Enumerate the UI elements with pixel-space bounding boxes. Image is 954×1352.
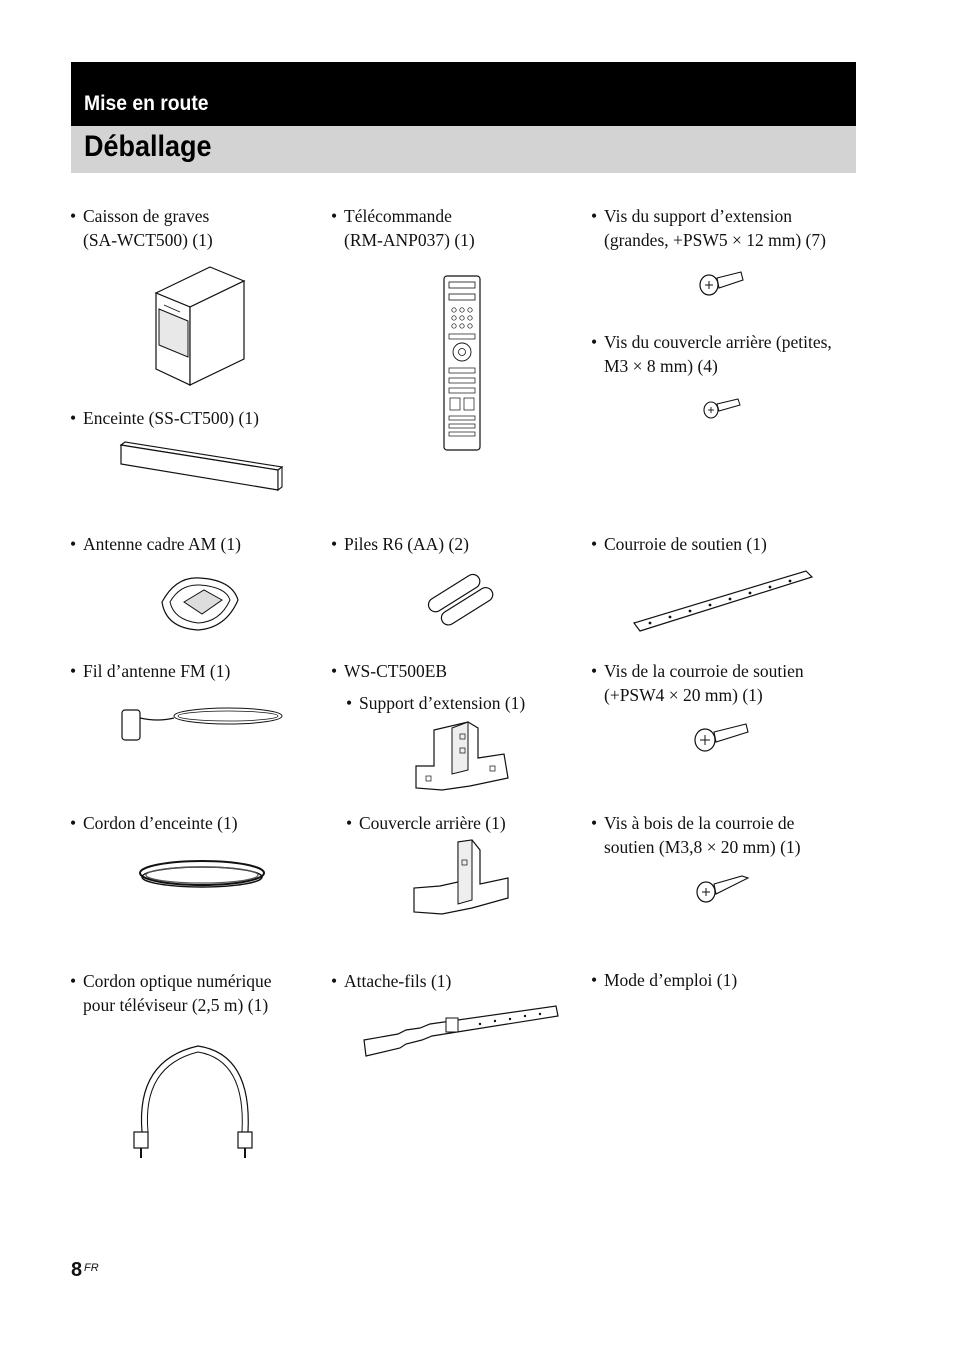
- wood-screw-illustration: [694, 870, 750, 906]
- extension-bracket-illustration: [412, 720, 512, 794]
- support-belt-illustration: [630, 569, 816, 635]
- list-item-subwoofer: • Caisson de graves (SA-WCT500) (1): [70, 206, 213, 250]
- optical-cord-illustration: [128, 1040, 260, 1162]
- rear-cover-illustration: [410, 838, 512, 916]
- batteries-illustration: [424, 573, 500, 627]
- speaker-bar-illustration: [118, 440, 286, 494]
- large-screw-illustration: [697, 266, 745, 298]
- speaker-cord-illustration: [138, 855, 266, 895]
- page-title: Déballage: [84, 130, 212, 163]
- list-item-wood-screw: • Vis à bois de la courroie de soutien (M3,8 × 20 mm) (1): [591, 813, 801, 857]
- list-item-speaker-cord: • Cordon d’enceinte (1): [70, 813, 238, 833]
- list-item-ext-bracket: • Support d’extension (1): [346, 693, 526, 713]
- page-number: 8: [71, 1259, 83, 1281]
- cable-tie-illustration: [360, 1004, 560, 1060]
- belt-screw-illustration: [692, 718, 752, 754]
- am-antenna-illustration: [156, 572, 242, 634]
- list-item-am-antenna: • Antenne cadre AM (1): [70, 534, 241, 554]
- list-item-support-belt: • Courroie de soutien (1): [591, 534, 767, 554]
- list-item-ext-screws: • Vis du support d’extension (grandes, +PSW5 × 12 mm) (7): [591, 206, 826, 250]
- page-language-suffix: FR: [84, 1262, 99, 1274]
- list-item-belt-screw: • Vis de la courroie de soutien (+PSW4 × 20 mm) (1): [591, 661, 804, 705]
- list-item-optical-cord: • Cordon optique numérique pour téléviseur (2,5 m) (1): [70, 971, 272, 1015]
- list-item-remote: • Télécommande (RM-ANP037) (1): [331, 206, 475, 250]
- bullet: •: [70, 206, 77, 226]
- small-screw-illustration: [702, 394, 742, 420]
- section-title: Mise en route: [84, 92, 209, 115]
- list-item-rear-cover: • Couvercle arrière (1): [346, 813, 506, 833]
- list-item-speaker: • Enceinte (SS-CT500) (1): [70, 408, 259, 428]
- list-item-manual: • Mode d’emploi (1): [591, 970, 738, 990]
- list-item-batteries: • Piles R6 (AA) (2): [331, 534, 469, 554]
- remote-control-illustration: [442, 274, 482, 452]
- list-item-fm-wire: • Fil d’antenne FM (1): [70, 661, 231, 681]
- list-item-cable-tie: • Attache-fils (1): [331, 971, 452, 991]
- list-item-ws-kit: • WS-CT500EB: [331, 661, 448, 681]
- fm-antenna-illustration: [118, 700, 286, 746]
- list-item-rear-screws: • Vis du couvercle arrière (petites, M3 × 8 mm) (4): [591, 332, 832, 376]
- subwoofer-illustration: [150, 265, 250, 387]
